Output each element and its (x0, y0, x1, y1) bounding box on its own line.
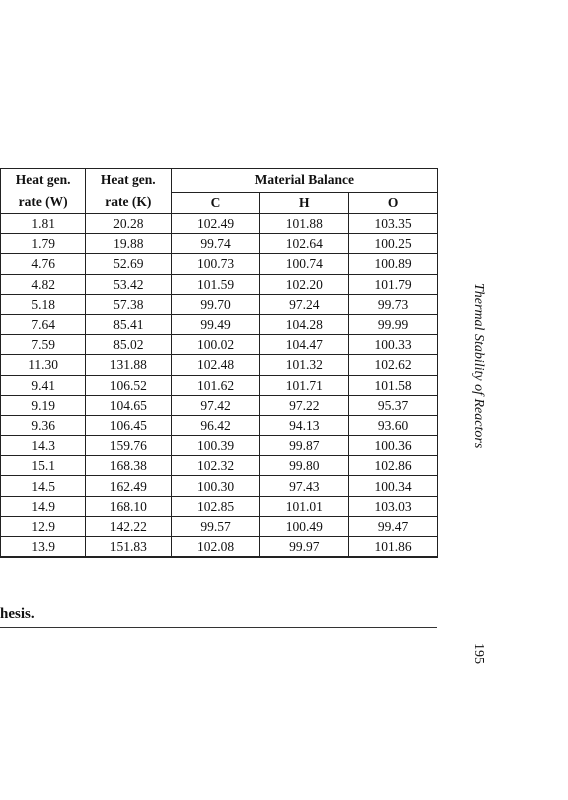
cell-heat-w: 9.36 (1, 415, 86, 435)
cell-o: 95.37 (349, 395, 438, 415)
header-heat-w-line2: rate (W) (18, 194, 68, 209)
header-heat-gen-rate-k (85, 169, 171, 214)
cell-c: 101.62 (171, 375, 260, 395)
cell-heat-w: 7.59 (1, 335, 86, 355)
cell-heat-k: 106.52 (85, 375, 171, 395)
data-table-container (0, 168, 438, 558)
cell-c: 102.85 (171, 496, 260, 516)
header-o: O (349, 192, 438, 213)
cell-c: 102.48 (171, 355, 260, 375)
cell-h: 102.20 (260, 274, 349, 294)
table-row (0, 496, 438, 516)
cell-heat-w: 4.76 (1, 254, 86, 274)
cell-heat-w: 15.1 (1, 456, 86, 476)
cell-heat-k: 53.42 (85, 274, 171, 294)
cell-heat-k: 162.49 (85, 476, 171, 496)
cell-h: 97.43 (260, 476, 349, 496)
header-heat-k-line2: rate (K) (105, 194, 152, 209)
cell-heat-w: 1.81 (1, 214, 86, 234)
cell-heat-k: 52.69 (85, 254, 171, 274)
table-row (0, 214, 438, 234)
table-row (0, 314, 438, 334)
table-row (0, 436, 438, 456)
cell-h: 100.74 (260, 254, 349, 274)
cell-c: 97.42 (171, 395, 260, 415)
cell-heat-k: 19.88 (85, 234, 171, 254)
table-row (0, 395, 438, 415)
page-number: 195 (471, 643, 486, 664)
header-c: C (171, 192, 260, 213)
cell-c: 99.74 (171, 234, 260, 254)
cell-c: 99.49 (171, 314, 260, 334)
table-row (0, 294, 438, 314)
header-heat-k-line1: Heat gen. (100, 172, 156, 187)
cell-heat-w: 9.19 (1, 395, 86, 415)
running-head: Thermal Stability of Reactors (471, 283, 486, 449)
cell-o: 100.34 (349, 476, 438, 496)
header-material-balance: Material Balance (171, 169, 437, 193)
cell-c: 99.70 (171, 294, 260, 314)
cell-h: 100.49 (260, 516, 349, 536)
cell-c: 100.39 (171, 436, 260, 456)
caption-rule (0, 627, 437, 628)
cell-c: 100.02 (171, 335, 260, 355)
cell-h: 99.87 (260, 436, 349, 456)
cell-c: 96.42 (171, 415, 260, 435)
cell-heat-w: 14.5 (1, 476, 86, 496)
cell-o: 103.35 (349, 214, 438, 234)
cell-heat-k: 106.45 (85, 415, 171, 435)
cell-c: 100.30 (171, 476, 260, 496)
cell-heat-w: 4.82 (1, 274, 86, 294)
cell-h: 104.47 (260, 335, 349, 355)
cell-h: 94.13 (260, 415, 349, 435)
cell-c: 99.57 (171, 516, 260, 536)
table-row (0, 456, 438, 476)
cell-o: 100.25 (349, 234, 438, 254)
cell-heat-w: 11.30 (1, 355, 86, 375)
cell-h: 97.22 (260, 395, 349, 415)
cell-heat-k: 20.28 (85, 214, 171, 234)
cell-o: 103.03 (349, 496, 438, 516)
cell-heat-k: 159.76 (85, 436, 171, 456)
cell-heat-k: 151.83 (85, 537, 171, 558)
cell-h: 104.28 (260, 314, 349, 334)
cell-heat-k: 85.02 (85, 335, 171, 355)
cell-c: 102.49 (171, 214, 260, 234)
cell-heat-k: 104.65 (85, 395, 171, 415)
cell-heat-w: 14.9 (1, 496, 86, 516)
table-row (0, 254, 438, 274)
cell-heat-w: 13.9 (1, 537, 86, 558)
material-balance-table (0, 168, 438, 558)
table-row (0, 537, 438, 558)
table-row (0, 335, 438, 355)
cell-h: 99.97 (260, 537, 349, 558)
cell-h: 101.01 (260, 496, 349, 516)
cell-c: 101.59 (171, 274, 260, 294)
cell-heat-k: 168.10 (85, 496, 171, 516)
cell-heat-k: 131.88 (85, 355, 171, 375)
table-header-row-top (0, 169, 438, 193)
table-caption: hesis. (0, 606, 35, 622)
cell-o: 99.47 (349, 516, 438, 536)
cell-o: 100.89 (349, 254, 438, 274)
cell-o: 99.73 (349, 294, 438, 314)
table-row (0, 415, 438, 435)
cell-c: 102.08 (171, 537, 260, 558)
cell-c: 100.73 (171, 254, 260, 274)
cell-o: 100.36 (349, 436, 438, 456)
cell-o: 102.62 (349, 355, 438, 375)
table-row (0, 476, 438, 496)
cell-heat-w: 5.18 (1, 294, 86, 314)
header-h: H (260, 192, 349, 213)
cell-c: 102.32 (171, 456, 260, 476)
cell-heat-k: 168.38 (85, 456, 171, 476)
table-row (0, 375, 438, 395)
cell-heat-w: 14.3 (1, 436, 86, 456)
cell-heat-w: 12.9 (1, 516, 86, 536)
table-row (0, 516, 438, 536)
table-body (0, 214, 438, 558)
cell-heat-w: 1.79 (1, 234, 86, 254)
table-row (0, 355, 438, 375)
cell-heat-k: 85.41 (85, 314, 171, 334)
header-heat-w-line1: Heat gen. (15, 172, 71, 187)
cell-o: 101.58 (349, 375, 438, 395)
cell-h: 99.80 (260, 456, 349, 476)
cell-o: 101.86 (349, 537, 438, 558)
cell-h: 101.71 (260, 375, 349, 395)
cell-o: 101.79 (349, 274, 438, 294)
cell-heat-w: 9.41 (1, 375, 86, 395)
cell-h: 97.24 (260, 294, 349, 314)
table-row (0, 274, 438, 294)
cell-o: 100.33 (349, 335, 438, 355)
cell-heat-w: 7.64 (1, 314, 86, 334)
table-row (0, 234, 438, 254)
header-heat-gen-rate-w (1, 169, 86, 214)
cell-o: 102.86 (349, 456, 438, 476)
cell-heat-k: 142.22 (85, 516, 171, 536)
cell-h: 102.64 (260, 234, 349, 254)
cell-h: 101.32 (260, 355, 349, 375)
cell-heat-k: 57.38 (85, 294, 171, 314)
cell-o: 93.60 (349, 415, 438, 435)
cell-o: 99.99 (349, 314, 438, 334)
cell-h: 101.88 (260, 214, 349, 234)
